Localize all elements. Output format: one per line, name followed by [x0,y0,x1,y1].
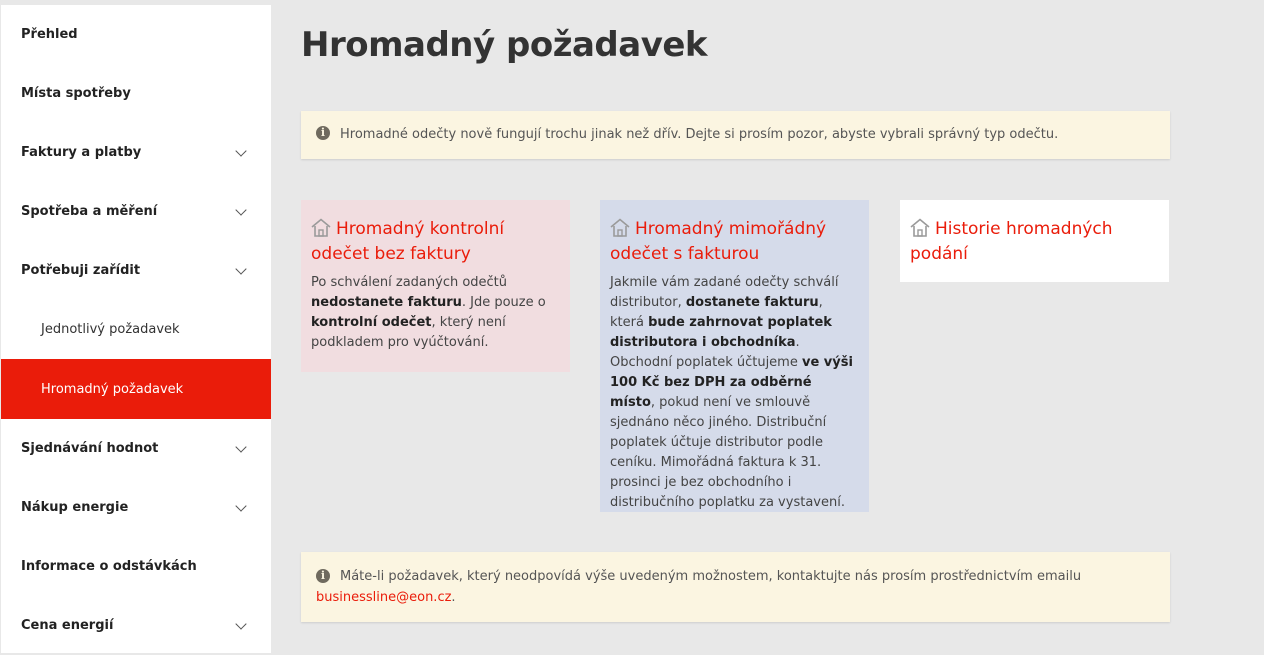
chevron-down-icon[interactable] [235,618,246,629]
card-title-link[interactable] [311,218,560,265]
card-description [311,273,560,353]
text-span: . Jde pouze o [461,295,546,310]
text-span: Po schválení zadaných odečtů [311,275,508,290]
sidebar-item-label: Cena energií [21,618,114,633]
sidebar [1,5,271,653]
sidebar-item-label: Sjednávání hodnot [21,441,159,456]
sidebar-item-label: Informace o odstávkách [21,559,197,574]
card-control-reading [301,200,570,372]
card-history [900,200,1169,282]
text-span: , která [610,295,823,330]
info-icon: i [316,126,330,140]
sidebar-item-label: Spotřeba a měření [21,204,158,219]
sidebar-item-label: Faktury a platby [21,145,142,160]
notice-text: Hromadné odečty nově fungují trochu jinak než dřív. Dejte si prosím pozor, abyste vybrali správný typ odečtu. [340,127,1059,142]
card-title-link[interactable] [610,218,859,265]
sidebar-item-label: Nákup energie [21,500,129,515]
notice-text-span: Máte-li požadavek, který neodpovídá výše uvedeným možnostem, kontaktujte nás prosím prostřednictvím emailu [340,569,1082,584]
chevron-down-icon[interactable] [235,145,246,156]
sidebar-item-sjednavani-hodnot[interactable] [1,419,271,478]
info-notice-bottom [301,552,1170,622]
house-icon [910,218,930,243]
sidebar-item-faktury-a-platby[interactable] [1,123,271,182]
sidebar-item-prehled[interactable] [1,5,271,64]
text-span: Jakmile vám zadané odečty schválí distributor, [610,275,839,310]
card-title-text: Hromadný mimořádný odečet s fakturou [610,219,827,264]
sidebar-item-label: Přehled [21,27,78,42]
sidebar-subitem-hromadny-pozadavek[interactable] [1,359,271,419]
bold-text: nedostanete fakturu [311,295,462,310]
sidebar-subitem-jednotlivy-pozadavek[interactable] [1,300,271,359]
bold-text: ve výši 100 Kč bez DPH za odběrné místo [610,355,853,410]
chevron-down-icon[interactable] [235,441,246,452]
info-icon: i [316,569,330,583]
text-span: , pokud není ve smlouvě sjednáno něco jiného. Distribuční poplatek účtuje distributor podle ceníku. Mimořádná faktura k 31. prosinci je bez obchodního i distribučního poplatku za vystavení. [610,395,845,510]
chevron-down-icon[interactable] [235,500,246,511]
page-title: Hromadný požadavek [301,25,708,65]
sidebar-item-label: Jednotlivý požadavek [41,322,180,337]
bold-text: bude zahrnovat poplatek distributora i obchodníka [610,315,832,350]
chevron-down-icon[interactable] [235,204,246,215]
sidebar-item-spotreba-a-mereni[interactable] [1,182,271,241]
card-title-text: Historie hromadných podání [910,219,1113,264]
bold-text: dostanete fakturu [685,295,819,310]
sidebar-item-label: Místa spotřeby [21,86,131,101]
sidebar-item-nakup-energie[interactable] [1,478,271,537]
card-description [610,273,859,513]
house-icon [610,218,630,243]
card-extra-reading [600,200,869,512]
sidebar-item-mista-spotreby[interactable] [1,64,271,123]
sidebar-item-label: Hromadný požadavek [41,381,184,397]
notice-text [316,566,1140,608]
house-icon [311,218,331,243]
card-title-link[interactable] [910,218,1159,265]
sidebar-item-label: Potřebuji zařídit [21,263,141,278]
sidebar-item-potrebuji-zaridit[interactable] [1,241,271,300]
bold-text: kontrolní odečet [311,315,432,330]
notice-period: . [451,590,456,605]
card-title-text: Hromadný kontrolní odečet bez faktury [311,219,505,264]
sidebar-item-informace-o-odstavkach[interactable] [1,537,271,596]
email-link[interactable]: businessline@eon.cz [316,590,452,605]
sidebar-item-cena-energii[interactable] [1,596,271,655]
chevron-down-icon[interactable] [235,263,246,274]
text-span: , který není podkladem pro vyúčtování. [311,315,506,350]
info-notice-top [301,111,1170,159]
text-span: . Obchodní poplatek účtujeme [610,335,802,370]
